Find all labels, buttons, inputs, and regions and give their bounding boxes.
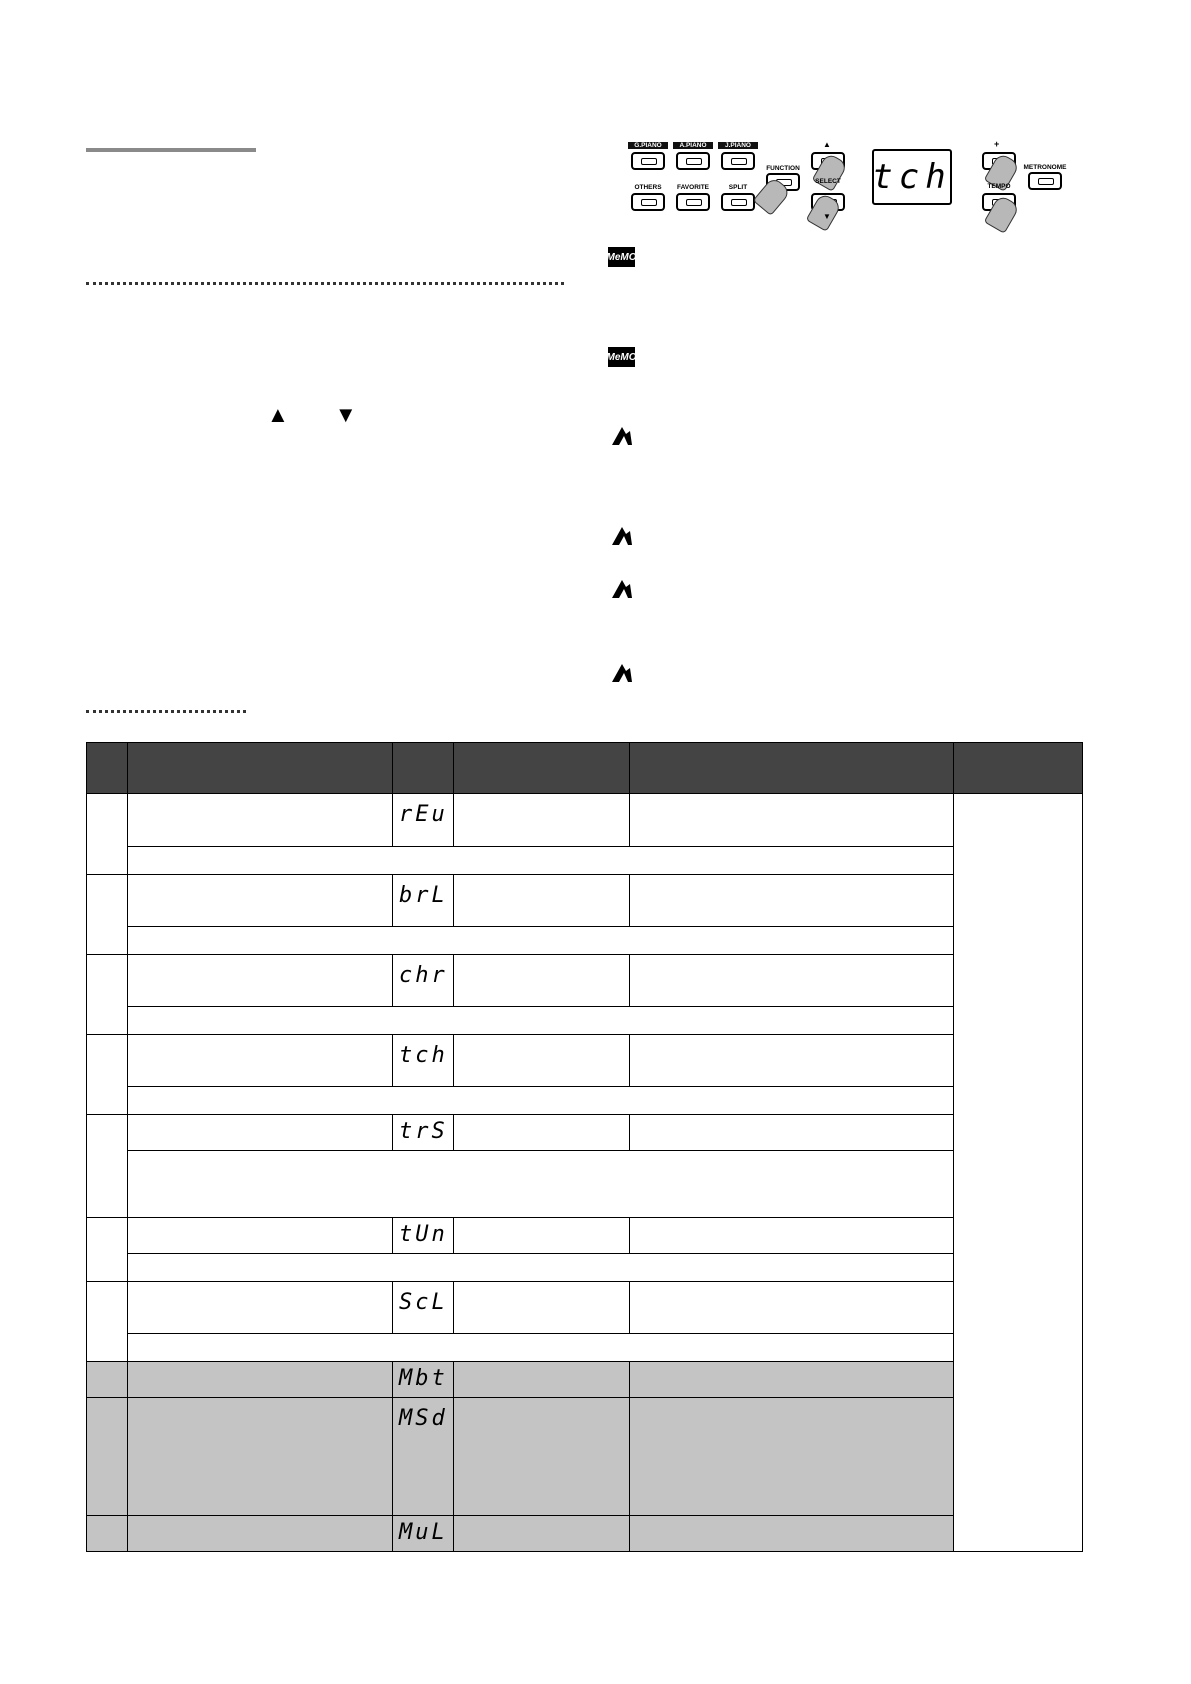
table-row — [87, 1035, 1083, 1087]
label-tempo: TEMPO — [987, 183, 1011, 190]
header-cell — [128, 743, 393, 794]
section-divider-dotted — [86, 282, 564, 285]
table-row — [87, 1398, 1083, 1516]
table-row — [87, 1282, 1083, 1334]
table-row-note — [87, 1007, 1083, 1035]
table-row — [87, 794, 1083, 847]
metronome-button[interactable] — [1028, 172, 1062, 190]
down-arrow-icon: ▼ — [823, 212, 831, 221]
table-row — [87, 1362, 1083, 1398]
table-row-note — [87, 1087, 1083, 1115]
label-metronome: METRONOME — [1023, 164, 1067, 171]
lcd-code: tch — [872, 157, 952, 197]
warning-icon — [610, 425, 634, 447]
table-row-note — [87, 1254, 1083, 1282]
warning-icon — [610, 578, 634, 600]
table-row — [87, 875, 1083, 927]
function-code: tch — [399, 1043, 448, 1068]
warning-icon — [610, 662, 634, 684]
label-a-piano: A.PIANO — [673, 142, 713, 149]
table-row — [87, 1218, 1083, 1254]
function-code: MSd — [399, 1406, 448, 1431]
plus-label: + — [994, 139, 1000, 149]
favorite-button[interactable] — [676, 193, 710, 211]
memo-icon: MeMO — [608, 347, 635, 367]
g-piano-button[interactable] — [631, 152, 665, 170]
function-code: brL — [399, 883, 448, 908]
table-row-note — [87, 1334, 1083, 1362]
function-code: rEu — [399, 802, 448, 827]
header-cell — [454, 743, 630, 794]
table-row — [87, 1115, 1083, 1151]
others-button[interactable] — [631, 193, 665, 211]
table-header-row — [87, 743, 1083, 794]
function-code: Mbt — [399, 1366, 448, 1391]
up-arrow-icon: ▲ — [823, 140, 831, 149]
function-code: ScL — [399, 1290, 448, 1315]
label-j-piano: J.PIANO — [718, 142, 758, 149]
table-divider-dotted — [86, 710, 246, 713]
function-table — [86, 742, 1083, 1552]
table-row-note — [87, 927, 1083, 955]
function-code: chr — [399, 963, 448, 988]
memo-icon: MeMO — [608, 247, 635, 267]
lcd-display — [872, 149, 952, 205]
function-code: trS — [399, 1119, 448, 1144]
label-others: OTHERS — [634, 184, 662, 191]
table-row — [87, 1516, 1083, 1552]
label-split: SPLIT — [728, 184, 748, 191]
header-cell — [87, 743, 128, 794]
header-cell — [630, 743, 954, 794]
label-function: FUNCTION — [766, 165, 800, 172]
label-favorite: FAVORITE — [676, 184, 710, 191]
function-code: tUn — [399, 1222, 448, 1247]
header-cell — [393, 743, 454, 794]
j-piano-button[interactable] — [721, 152, 755, 170]
table-row-note — [87, 847, 1083, 875]
warning-icon — [610, 525, 634, 547]
table-row — [87, 955, 1083, 1007]
section-title-rule — [86, 148, 256, 152]
a-piano-button[interactable] — [676, 152, 710, 170]
function-code: MuL — [399, 1520, 448, 1545]
label-select: SELECT — [815, 178, 841, 185]
split-button[interactable] — [721, 193, 755, 211]
label-g-piano: G.PIANO — [628, 142, 668, 149]
header-cell — [954, 743, 1083, 794]
select-arrows: ▲ ▼ — [267, 402, 377, 427]
table-row-note — [87, 1151, 1083, 1218]
